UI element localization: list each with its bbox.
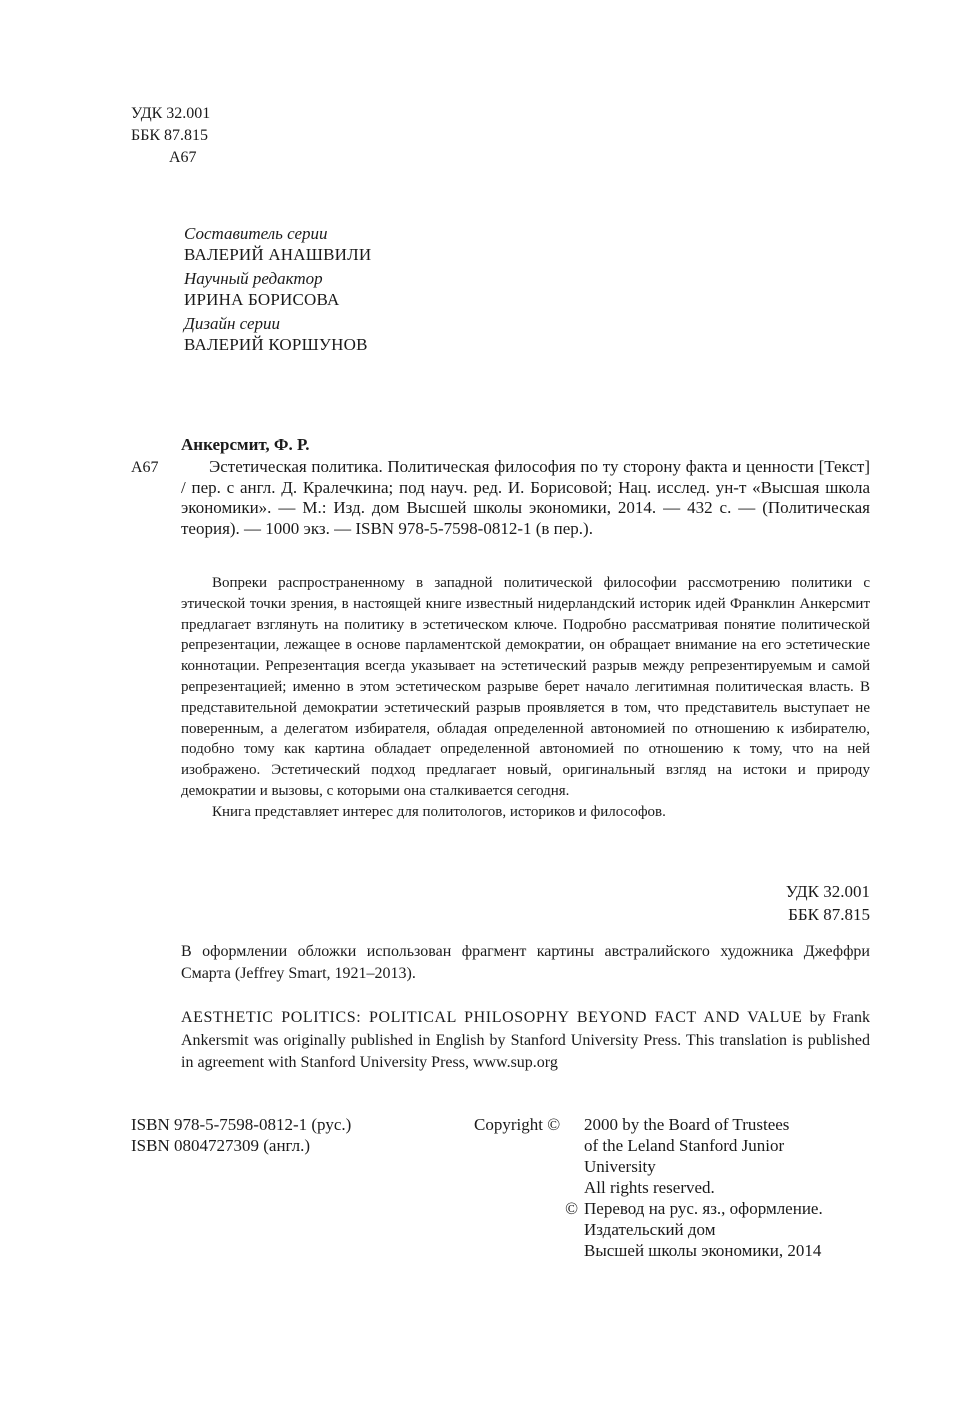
isbn-russian: ISBN 978-5-7598-0812-1 (рус.) — [131, 1115, 352, 1134]
copyright-line: University — [584, 1157, 656, 1176]
copyright-line: All rights reserved. — [584, 1178, 715, 1197]
bottom-udk: УДК 32.001 — [785, 882, 870, 901]
biblio-description: Эстетическая политика. Политическая философия по ту сторону факта и ценности [Текст] / пер. с англ. Д. Кралечкина; под науч. ред. И. Борисовой; Нац. исслед. ун-т «Высшая школа экономики». — М.: Изд. дом Высшей школы экономики, 2014. — 432 с. — (Политическая теория). — 1000 экз. — ISBN 978-5-7598-0812-1 (в пер.). — [181, 457, 870, 538]
bottom-bbk: ББК 87.815 — [788, 905, 870, 924]
copyright-line: of the Leland Stanford Junior — [584, 1136, 785, 1155]
copyright-original-lead: Copyright © — [474, 1115, 561, 1134]
credit-person: ИРИНА БОРИСОВА — [184, 290, 340, 309]
credit-series-compiler — [184, 224, 371, 266]
copyright-block — [474, 1114, 823, 1261]
annotation-paragraph-2: Книга представляет интерес для политологов, историков и философов. — [212, 803, 666, 820]
credit-role: Составитель серии — [184, 224, 328, 243]
annotation — [181, 573, 870, 823]
biblio-author-code: А67 — [131, 459, 159, 476]
isbn-block — [131, 1114, 351, 1156]
credit-person: ВАЛЕРИЙ КОРШУНОВ — [184, 335, 368, 354]
annotation-paragraph-1: Вопреки распространенному в западной политической философии рассмотрению политики с этической точки зрения, в настоящей книге известный нидерландский историк идей Франклин Анкерсмит предлагает взглянуть на политику в эстетическом ключе. Подробно рассматривая понятие политической репрезентации, лежащее в основе парламентской демократии, он обращает внимание на его эстетические коннотации. Репрезентация всегда указывает на эстетический разрыв между репрезентируемым и самой репрезентацией; именно в этом эстетическом разрыве берет начало легитимная политическая власть. В представительной демократии эстетический разрыв проявляется в том, что представитель выступает не поверенным, а делегатом избирателя, обладая определенной автономией по отношению к избирателю, подобно тому как картина обладает определенной автономией по отношению к тому, что на ней изображено. Эстетический подход предлагает новый, оригинальный взгляд на истоки и природу демократии и вызовы, с которыми она сталкивается сегодня. — [181, 575, 870, 799]
bottom-classification — [700, 880, 870, 926]
top-classification — [131, 103, 210, 169]
top-bbk: ББК 87.815 — [131, 127, 209, 144]
credit-person: ВАЛЕРИЙ АНАШВИЛИ — [184, 245, 372, 264]
copyright-line: Высшей школы экономики, 2014 — [584, 1241, 822, 1260]
cover-note: В оформлении обложки использован фрагмент картины австралийского художника Джеффри Смарта (Jeffrey Smart, 1921–2013). — [181, 943, 870, 982]
original-publication-note — [181, 1007, 870, 1075]
credit-series-design — [184, 314, 371, 356]
copyright-original — [474, 1114, 823, 1198]
biblio-author: Анкерсмит, Ф. Р. — [181, 435, 310, 454]
copyright-line: 2000 by the Board of Trustees — [584, 1115, 790, 1134]
credit-role: Дизайн серии — [184, 314, 280, 333]
top-author-code: А67 — [169, 149, 197, 166]
original-title: AESTHETIC POLITICS: POLITICAL PHILOSOPHY BEYOND FACT AND VALUE — [181, 1009, 803, 1026]
series-credits — [184, 224, 371, 359]
copyright-translation — [474, 1198, 823, 1261]
copyright-line: Перевод на рус. яз., оформление. — [584, 1199, 823, 1218]
top-udk: УДК 32.001 — [131, 105, 211, 122]
credit-role: Научный редактор — [184, 269, 323, 288]
copyright-translation-lead: © — [565, 1199, 578, 1218]
copyright-line: Издательский дом — [584, 1220, 716, 1239]
isbn-english: ISBN 0804727309 (англ.) — [131, 1136, 311, 1155]
credit-scientific-editor — [184, 269, 371, 311]
original-rest: by Frank Ankersmit was originally published in English by Stanford University Press. This translation is published in agreement with Stanford University Press, www.sup.org — [181, 1009, 871, 1071]
